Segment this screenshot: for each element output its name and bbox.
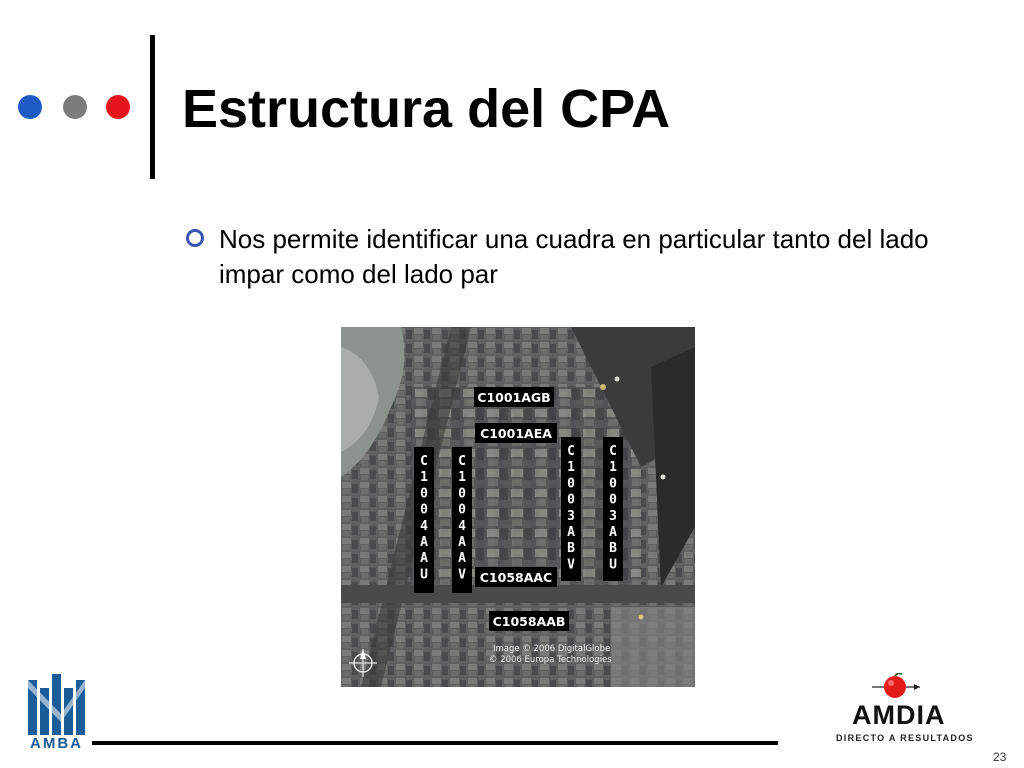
cpa-label (489, 611, 569, 631)
page-number: 23 (993, 750, 1007, 764)
svg-text:C1058AAB: C1058AAB (492, 614, 566, 629)
svg-text:C1004AAV: C 1 0 0 4 A A V (458, 454, 466, 583)
satellite-map-image (341, 327, 695, 687)
gray-dot-icon (63, 95, 87, 119)
slide-title: Estructura del CPA (182, 79, 671, 139)
amba-logo-text: AMBA (30, 735, 83, 752)
cpa-label (474, 387, 554, 407)
image-credit: © 2006 Europa Technologies (489, 655, 612, 665)
amdia-apple-icon (872, 673, 922, 703)
svg-text:C1003ABU: C 1 0 0 3 A B U (609, 444, 617, 573)
image-credit: Image © 2006 DigitalGlobe (493, 644, 611, 654)
footer-divider (92, 741, 778, 745)
blue-dot-icon (18, 95, 42, 119)
cpa-label (475, 567, 557, 587)
cpa-label-vertical (603, 437, 623, 581)
cpa-label-vertical (414, 447, 434, 593)
red-dot-icon (106, 95, 130, 119)
svg-text:C1001AEA: C1001AEA (480, 426, 552, 441)
amdia-logo-text: AMDIA (852, 700, 946, 730)
bullet-text: Nos permite identificar una cuadra en particular tanto del lado impar como del lado par (219, 224, 929, 289)
cpa-label (475, 423, 557, 443)
bullet-circle-icon (186, 229, 204, 247)
svg-text:C1058AAC: C1058AAC (479, 570, 553, 585)
amdia-tagline: DIRECTO A RESULTADOS (836, 733, 974, 743)
decorative-dots (18, 95, 133, 119)
svg-text:C1004AAU: C 1 0 0 4 A A U (420, 454, 428, 583)
svg-text:C1003ABV: C 1 0 0 3 A B V (567, 444, 575, 573)
cpa-label-vertical (452, 447, 472, 593)
svg-text:C1001AGB: C1001AGB (477, 390, 551, 405)
map-graphic (341, 327, 695, 687)
title-divider (150, 35, 155, 179)
cpa-label-vertical (561, 437, 581, 581)
